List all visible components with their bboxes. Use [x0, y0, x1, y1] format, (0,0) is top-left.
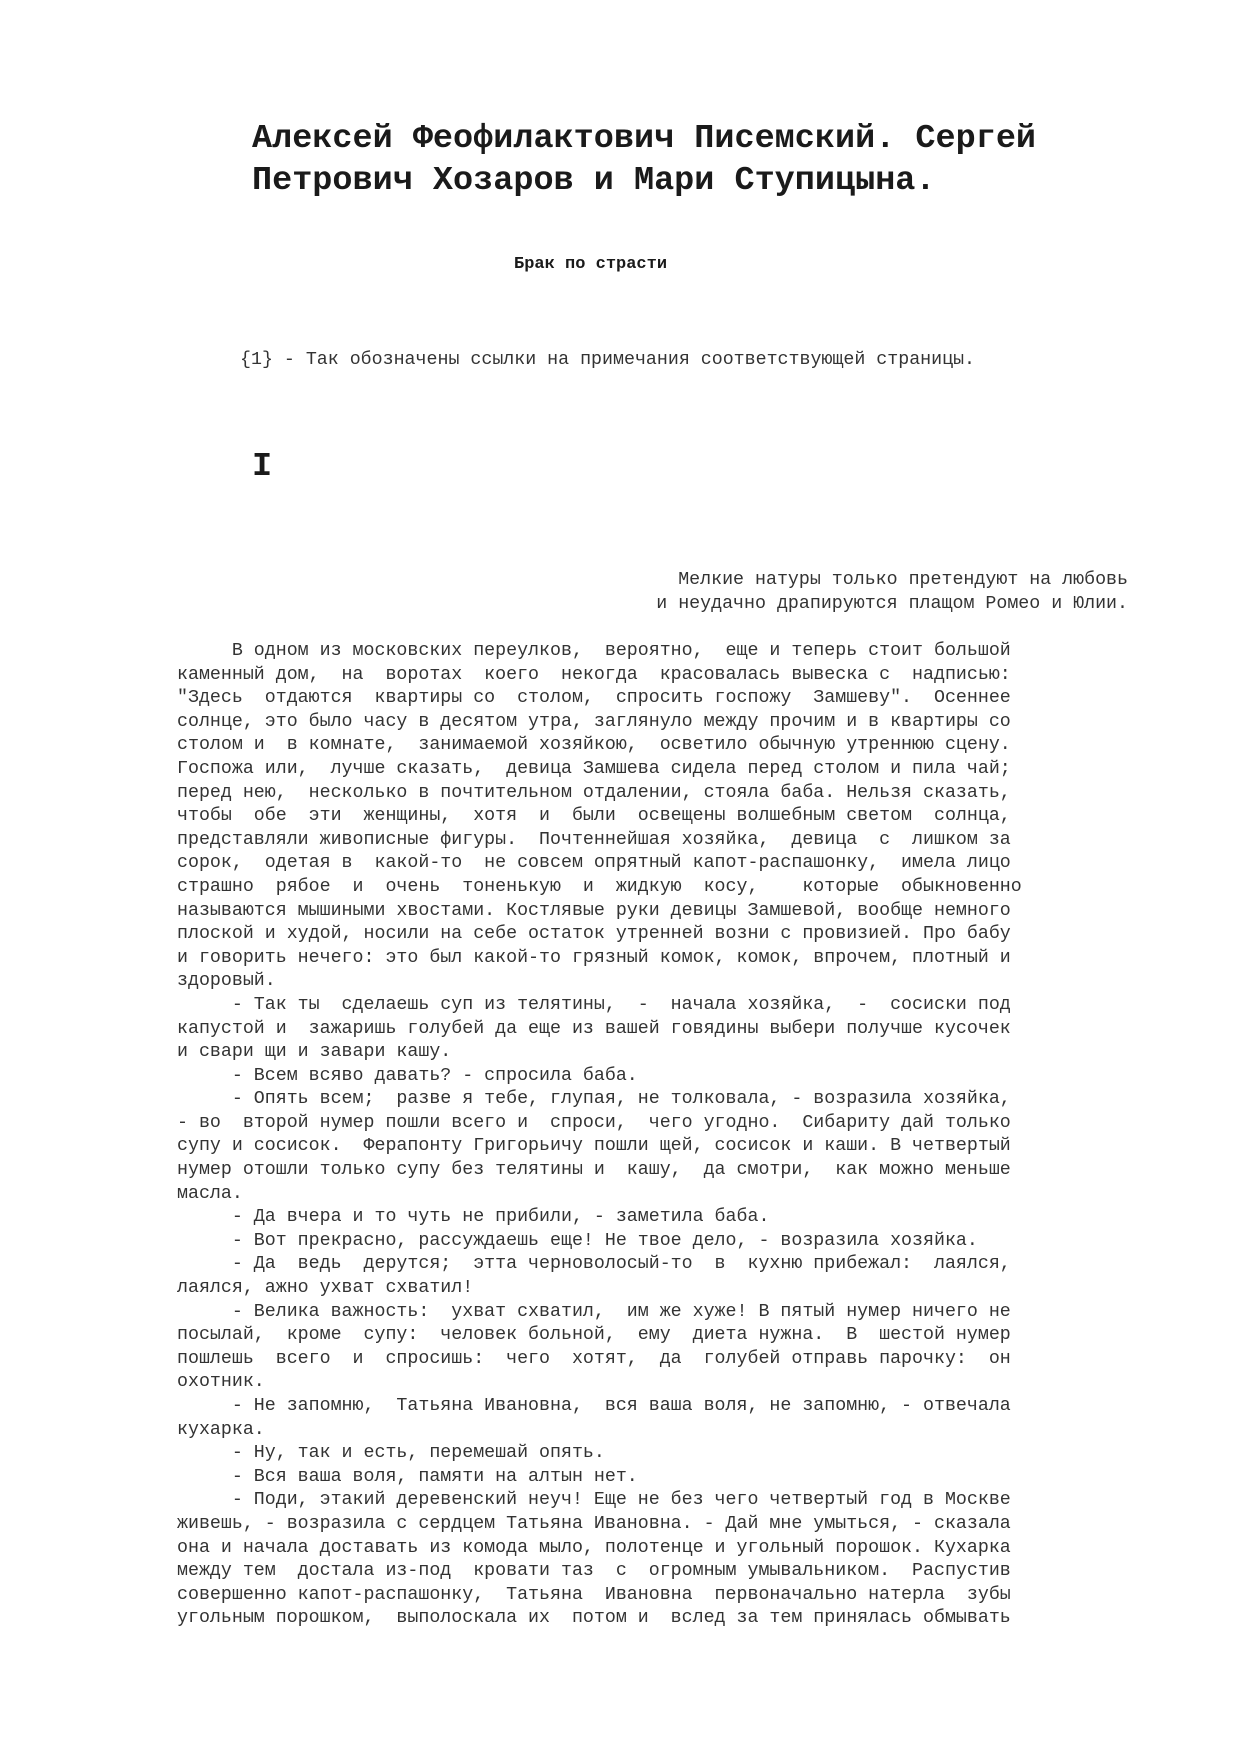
body-line: столом и в комнате, занимаемой хозяйкою, осветило обычную утреннюю сцену. — [177, 735, 1011, 756]
body-line: - Не запомню, Татьяна Ивановна, вся ваша воля, не запомню, - отвечала — [177, 1396, 1011, 1416]
body-line: страшно рябое и очень тоненькую и жидкую косу, которые обыкновенно — [177, 876, 1022, 897]
body-line: - Так ты сделаешь суп из телятины, - начала хозяйка, - сосиски под — [177, 994, 1011, 1015]
body-line: представляли живописные фигуры. Почтеннейшая хозяйка, девица с лишком за — [177, 829, 1011, 850]
body-line: живешь, - возразила с сердцем Татьяна Ивановна. - Дай мне умыться, - сказала — [177, 1513, 1011, 1534]
body-line: пошлешь всего и спросишь: чего хотят, да голубей отправь парочку: он — [177, 1348, 1011, 1369]
document-title — [252, 118, 1152, 202]
body-line: - Да ведь дерутся; этта черноволосый-то в кухню прибежал: лаялся, — [177, 1254, 1011, 1275]
body-line: чтобы обе эти женщины, хотя и были освещены волшебным светом солнца, — [177, 806, 1011, 827]
body-line: посылай, кроме супу: человек больной, ему диета нужна. В шестой нумер — [177, 1325, 1011, 1346]
body-line: здоровый. — [177, 971, 276, 992]
body-line: и говорить нечего: это был какой-то грязный комок, комок, впрочем, плотный и — [177, 947, 1011, 968]
body-line: - во второй нумер пошли всего и спроси, чего угодно. Сибариту дай только — [177, 1112, 1011, 1133]
body-line: нумер отошли только супу без телятины и кашу, да смотри, как можно меньше — [177, 1160, 1011, 1181]
body-line: плоской и худой, носили на себе остаток утренней возни с провизией. Про бабу — [177, 924, 1011, 945]
body-line: совершенно капот-распашонку, Татьяна Ивановна первоначально натерла зубы — [177, 1584, 1011, 1605]
body-line: - Вся ваша воля, памяти на алтын нет. — [177, 1466, 638, 1487]
title-line-2: Петрович Хозаров и Мари Ступицына. — [252, 162, 936, 200]
body-line: - Велика важность: ухват схватил, им же хуже! В пятый нумер ничего не — [177, 1301, 1011, 1322]
footnote-note: {1} - Так обозначены ссылки на примечания соответствующей страницы. — [240, 350, 976, 370]
chapter-number: I — [252, 448, 273, 486]
body-line: охотник. — [177, 1372, 265, 1393]
body-line: супу и сосисок. Ферапонту Григорьичу пошли щей, сосисок и каши. В четвертый — [177, 1136, 1011, 1157]
epigraph-line-1: Мелкие натуры только претендуют на любовь — [678, 570, 1128, 590]
body-line: каменный дом, на воротах коего некогда красовалась вывеска с надписью: — [177, 664, 1011, 685]
body-line: лаялся, ажно ухват схватил! — [177, 1278, 474, 1299]
body-line: масла. — [177, 1183, 243, 1204]
body-line: солнце, это было часу в десятом утра, заглянуло между прочим и в квартиры со — [177, 711, 1011, 732]
body-line: называются мышиными хвостами. Костлявые руки девицы Замшевой, вообще немного — [177, 900, 1011, 921]
title-line-1: Алексей Феофилактович Писемский. Сергей — [252, 120, 1037, 158]
body-line: - Ну, так и есть, перемешай опять. — [177, 1443, 605, 1464]
body-line: - Всем всяво давать? - спросила баба. — [177, 1065, 638, 1086]
epigraph-line-2: и неудачно драпируются плащом Ромео и Юлии. — [656, 594, 1128, 614]
body-text — [177, 640, 1127, 1631]
epigraph — [656, 568, 1128, 616]
body-line: сорок, одетая в какой-то не совсем опрятный капот-распашонку, имела лицо — [177, 853, 1011, 874]
body-line: - Да вчера и то чуть не прибили, - заметила баба. — [177, 1207, 770, 1228]
body-line: - Поди, этакий деревенский неуч! Еще не без чего четвертый год в Москве — [177, 1490, 1011, 1511]
body-line: - Опять всем; разве я тебе, глупая, не толковала, - возразила хозяйка, — [177, 1089, 1011, 1110]
body-line: "Здесь отдаются квартиры со столом, спросить госпожу Замшеву". Осеннее — [177, 688, 1011, 709]
body-line: В одном из московских переулков, вероятно, еще и теперь стоит большой — [177, 641, 1011, 661]
body-line: угольным порошком, выполоскала их потом и вслед за тем принялась обмывать — [177, 1608, 1011, 1629]
body-line: и свари щи и завари кашу. — [177, 1042, 452, 1063]
body-line: - Вот прекрасно, рассуждаешь еще! Не твое дело, - возразила хозяйка. — [177, 1230, 978, 1251]
body-line: она и начала доставать из комода мыло, полотенце и угольный порошок. Кухарка — [177, 1537, 1011, 1558]
body-line: между тем достала из-под кровати таз с огромным умывальником. Распустив — [177, 1561, 1011, 1582]
body-line: Госпожа или, лучше сказать, девица Замшева сидела перед столом и пила чай; — [177, 758, 1011, 779]
body-line: капустой и зажаришь голубей да еще из вашей говядины выбери получше кусочек — [177, 1018, 1011, 1039]
document-subtitle: Брак по страсти — [514, 255, 668, 274]
body-line: перед нею, несколько в почтительном отдалении, стояла баба. Нельзя сказать, — [177, 782, 1011, 803]
body-line: кухарка. — [177, 1419, 265, 1440]
